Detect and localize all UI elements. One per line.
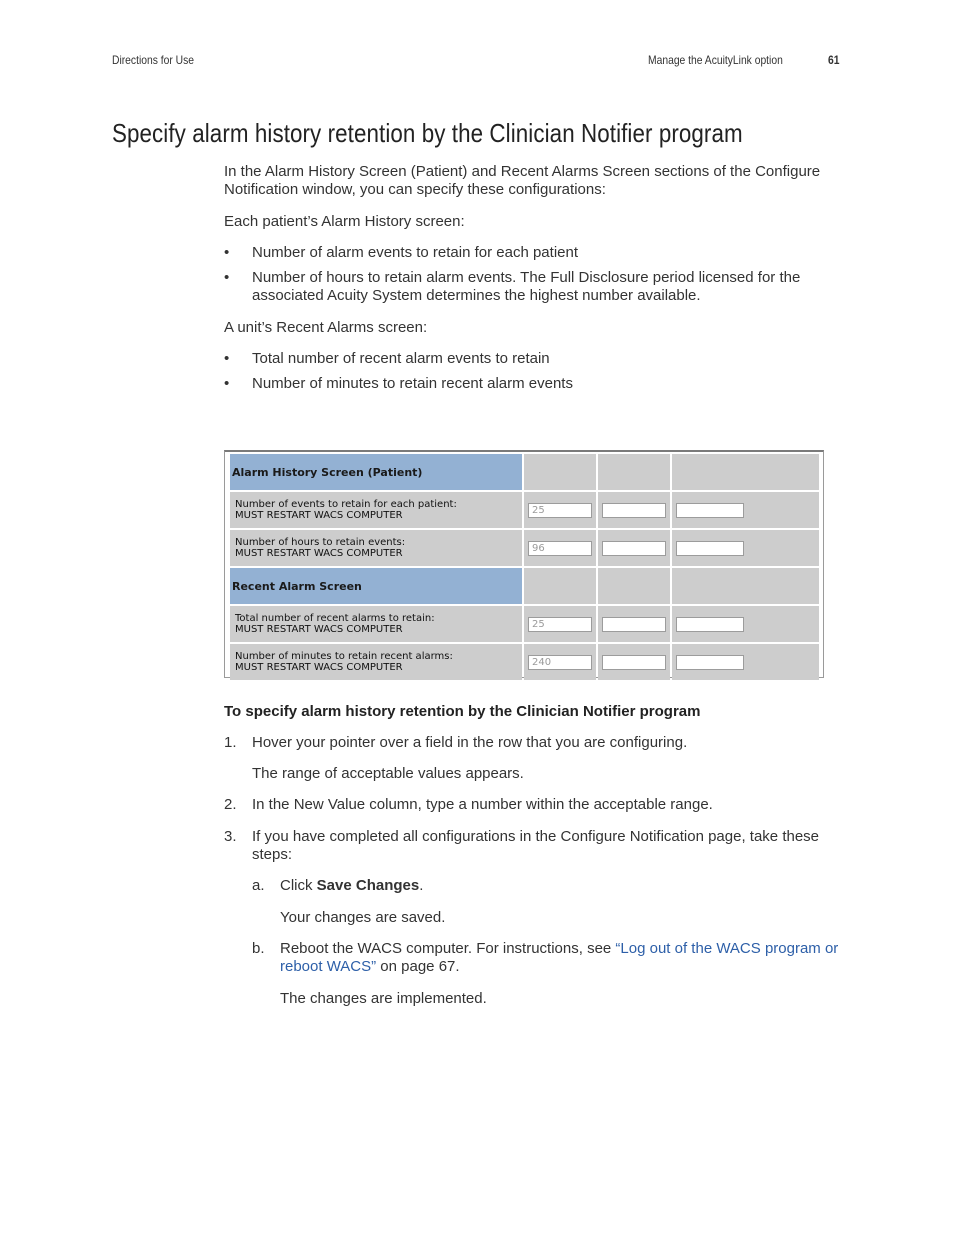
current-value-cell [524, 530, 596, 566]
bullet-dot: • [224, 269, 230, 286]
step-1-result: The range of acceptable values appears. [252, 765, 524, 782]
step-text: Hover your pointer over a field in the row that you are configuring. [252, 734, 688, 751]
section-header-cell [230, 454, 522, 490]
setting-label-cell [230, 492, 522, 528]
range-cell [598, 492, 670, 528]
header-empty-cell [672, 568, 819, 604]
range-field[interactable] [602, 617, 666, 632]
current-value-cell [524, 492, 596, 528]
substep-a-result: Your changes are saved. [280, 909, 446, 926]
setting-label-cell [230, 606, 522, 642]
range-cell [598, 530, 670, 566]
new-value-cell [672, 530, 819, 566]
unit-heading: A unit’s Recent Alarms screen: [224, 319, 428, 336]
setting-label [235, 651, 453, 673]
table-row [230, 492, 819, 528]
substep-text-prefix: Reboot the WACS computer. For instructions, see [280, 940, 616, 957]
bullet-text: Number of alarm events to retain for each patient [252, 244, 579, 261]
current-value-field[interactable]: 240 [528, 655, 592, 670]
running-header-left: Directions for Use [112, 53, 195, 67]
range-cell [598, 644, 670, 680]
cross-reference-link[interactable]: “Log out of the WACS program or reboot WACS” [280, 940, 839, 975]
setting-label [235, 613, 435, 635]
setting-label-line2: MUST RESTART WACS COMPUTER [235, 624, 403, 635]
running-header-section: Manage the AcuityLink option [648, 53, 783, 67]
table-row [230, 530, 819, 566]
current-value-field[interactable]: 25 [528, 617, 592, 632]
page-title: Specify alarm history retention by the Clinician Notifier program [112, 118, 743, 148]
section-title-alarm-history: Alarm History Screen (Patient) [232, 466, 423, 479]
setting-label-line2: MUST RESTART WACS COMPUTER [235, 548, 403, 559]
bullet-text: Number of minutes to retain recent alarm events [252, 375, 573, 392]
step-number: 2. [224, 796, 237, 813]
current-value-field[interactable]: 96 [528, 541, 592, 556]
substep-b-result: The changes are implemented. [280, 990, 487, 1007]
configure-notification-screenshot [224, 450, 824, 678]
setting-label-line1: Total number of recent alarms to retain: [235, 613, 435, 624]
range-field[interactable] [602, 541, 666, 556]
new-value-field[interactable] [676, 655, 744, 670]
new-value-cell [672, 606, 819, 642]
bullet-text: Total number of recent alarm events to retain [252, 350, 550, 367]
header-empty-cell [524, 568, 596, 604]
range-field[interactable] [602, 655, 666, 670]
setting-label-cell [230, 530, 522, 566]
current-value-cell [524, 644, 596, 680]
table-row [230, 606, 819, 642]
header-empty-cell [672, 454, 819, 490]
new-value-field[interactable] [676, 541, 744, 556]
section-header-cell [230, 568, 522, 604]
header-empty-cell [524, 454, 596, 490]
new-value-field[interactable] [676, 503, 744, 518]
patient-heading: Each patient’s Alarm History screen: [224, 213, 465, 230]
setting-label-line1: Number of minutes to retain recent alarms: [235, 651, 453, 662]
section-header-row [230, 568, 819, 604]
substep-letter: b. [252, 940, 265, 957]
setting-label [235, 499, 457, 521]
new-value-cell [672, 492, 819, 528]
section-header-row [230, 454, 819, 490]
bullet-dot: • [224, 244, 230, 261]
current-value-cell [524, 606, 596, 642]
substep-text-suffix: . [419, 877, 424, 894]
substep-text [280, 940, 844, 976]
procedure-heading: To specify alarm history retention by the Clinician Notifier program [224, 703, 701, 720]
new-value-field[interactable] [676, 617, 744, 632]
new-value-cell [672, 644, 819, 680]
setting-label-line1: Number of hours to retain events: [235, 537, 406, 548]
bullet-dot: • [224, 375, 230, 392]
intro-paragraph: In the Alarm History Screen (Patient) and Recent Alarms Screen sections of the Configure Notification window, you can specify these configurations: [224, 163, 821, 198]
header-empty-cell [598, 454, 670, 490]
setting-label-cell [230, 644, 522, 680]
range-field[interactable] [602, 503, 666, 518]
setting-label-line2: MUST RESTART WACS COMPUTER [235, 510, 403, 521]
header-empty-cell [598, 568, 670, 604]
substep-letter: a. [252, 877, 265, 894]
substep-text [280, 877, 844, 895]
save-changes-term: Save Changes [316, 877, 420, 894]
step-text: If you have completed all configurations in the Configure Notification page, take these steps: [252, 828, 820, 863]
setting-label-line1: Number of events to retain for each patient: [235, 499, 457, 510]
range-cell [598, 606, 670, 642]
bullet-text: Number of hours to retain alarm events. The Full Disclosure period licensed for the associated Acuity System determines the highest number available. [252, 269, 801, 304]
step-number: 3. [224, 828, 237, 845]
page-number: 61 [828, 53, 840, 67]
step-text: In the New Value column, type a number within the acceptable range. [252, 796, 713, 813]
step-number: 1. [224, 734, 237, 751]
substep-text-suffix: on page 67. [376, 958, 460, 975]
bullet-dot: • [224, 350, 230, 367]
setting-label [235, 537, 405, 559]
section-title-recent-alarm: Recent Alarm Screen [232, 580, 362, 593]
setting-label-line2: MUST RESTART WACS COMPUTER [235, 662, 403, 673]
table-row [230, 644, 819, 680]
substep-text-prefix: Click [280, 877, 317, 894]
current-value-field[interactable]: 25 [528, 503, 592, 518]
